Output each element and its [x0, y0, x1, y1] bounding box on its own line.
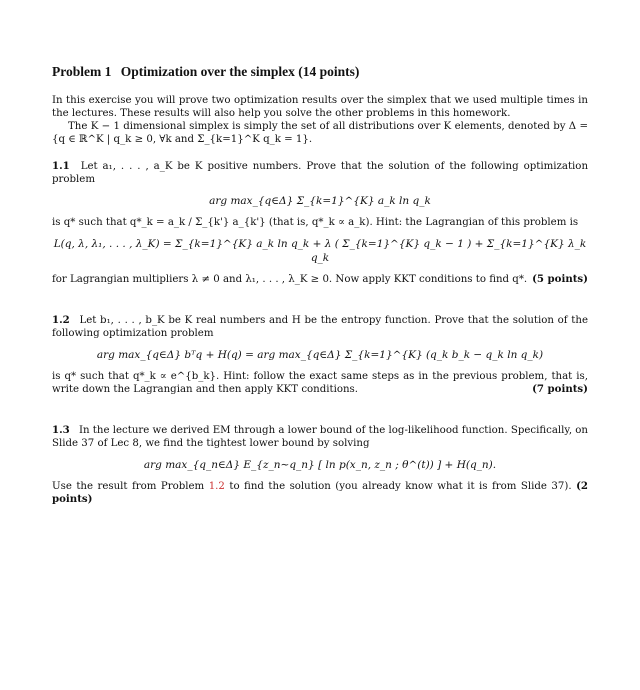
- question-1-1: [52, 160, 588, 186]
- equation-1-3-objective: arg max_{q_n∈Δ} E_{z_n∼q_n} [ ln p(x_n, z_n ; θ^(t)) ] + H(q_n).: [143, 459, 497, 471]
- question-1-3-tail: [52, 480, 588, 506]
- question-1-1-solution: is q* such that q*_k = a_k / Σ_{k'} a_{k'} (that is, q*_k ∝ a_k). Hint: the Lagrangian of this problem is: [52, 217, 579, 228]
- question-label: 1.3: [52, 424, 70, 436]
- question-1-1-tail: [52, 273, 588, 286]
- question-tail-prefix: Use the result from Problem: [52, 481, 209, 492]
- question-text: Let a₁, . . . , a_K be K positive numbers. Prove that the solution of the following optimization problem: [52, 161, 589, 185]
- equation-1-1-objective: arg max_{q∈Δ} Σ_{k=1}^{K} a_k ln q_k: [209, 195, 431, 207]
- question-label: 1.2: [52, 314, 70, 326]
- question-text: Let b₁, . . . , b_K be K real numbers and H be the entropy function. Prove that the solution of the following optimization problem: [52, 315, 588, 339]
- question-tail-text: for Lagrangian multipliers λ ≠ 0 and λ₁, . . . , λ_K ≥ 0. Now apply KKT conditions to find q*.: [52, 274, 528, 285]
- points-badge: (5 points): [532, 273, 588, 285]
- question-1-2-tail: [52, 370, 588, 396]
- question-1-3: [52, 424, 588, 450]
- question-tail-suffix: to find the solution (you already know what it is from Slide 37).: [224, 481, 572, 492]
- problem-page: [52, 64, 588, 506]
- question-label: 1.1: [52, 160, 70, 172]
- problem-title: [52, 64, 588, 80]
- intro-paragraph: In this exercise you will prove two optimization results over the simplex that we used multiple times in the lectures. These results will also help you solve the other problems in this homework.: [52, 95, 588, 119]
- equation-1-1-lagrangian: L(q, λ, λ₁, . . . , λ_K) = Σ_{k=1}^{K} a_k ln q_k + λ ( Σ_{k=1}^{K} q_k − 1 ) + Σ_{k=1}^{K} λ_k q_k: [53, 238, 587, 264]
- problem-reference-link[interactable]: 1.2: [208, 481, 225, 492]
- question-tail-text: is q* such that q*_k ∝ e^{b_k}. Hint: follow the exact same steps as in the previous problem, that is, write down the Lagrangian and then apply KKT conditions.: [52, 371, 588, 395]
- simplex-definition: The K − 1 dimensional simplex is simply the set of all distributions over K elements, denoted by Δ = {q ∈ ℝ^K | q_k ≥ 0, ∀k and Σ_{k=1}^K q_k = 1}.: [52, 121, 588, 145]
- points-badge: (2 points): [52, 480, 588, 505]
- question-text: In the lecture we derived EM through a lower bound of the log-likelihood function. Specifically, on Slide 37 of Lec 8, we find the tightest lower bound by solving: [52, 425, 588, 449]
- problem-number: Problem 1: [52, 64, 112, 79]
- question-1-2: [52, 314, 588, 340]
- points-badge: (7 points): [532, 383, 588, 395]
- equation-1-2-objective: arg max_{q∈Δ} bᵀq + H(q) = arg max_{q∈Δ} Σ_{k=1}^{K} (q_k b_k − q_k ln q_k): [96, 349, 544, 361]
- problem-heading: Optimization over the simplex (14 points): [120, 64, 360, 79]
